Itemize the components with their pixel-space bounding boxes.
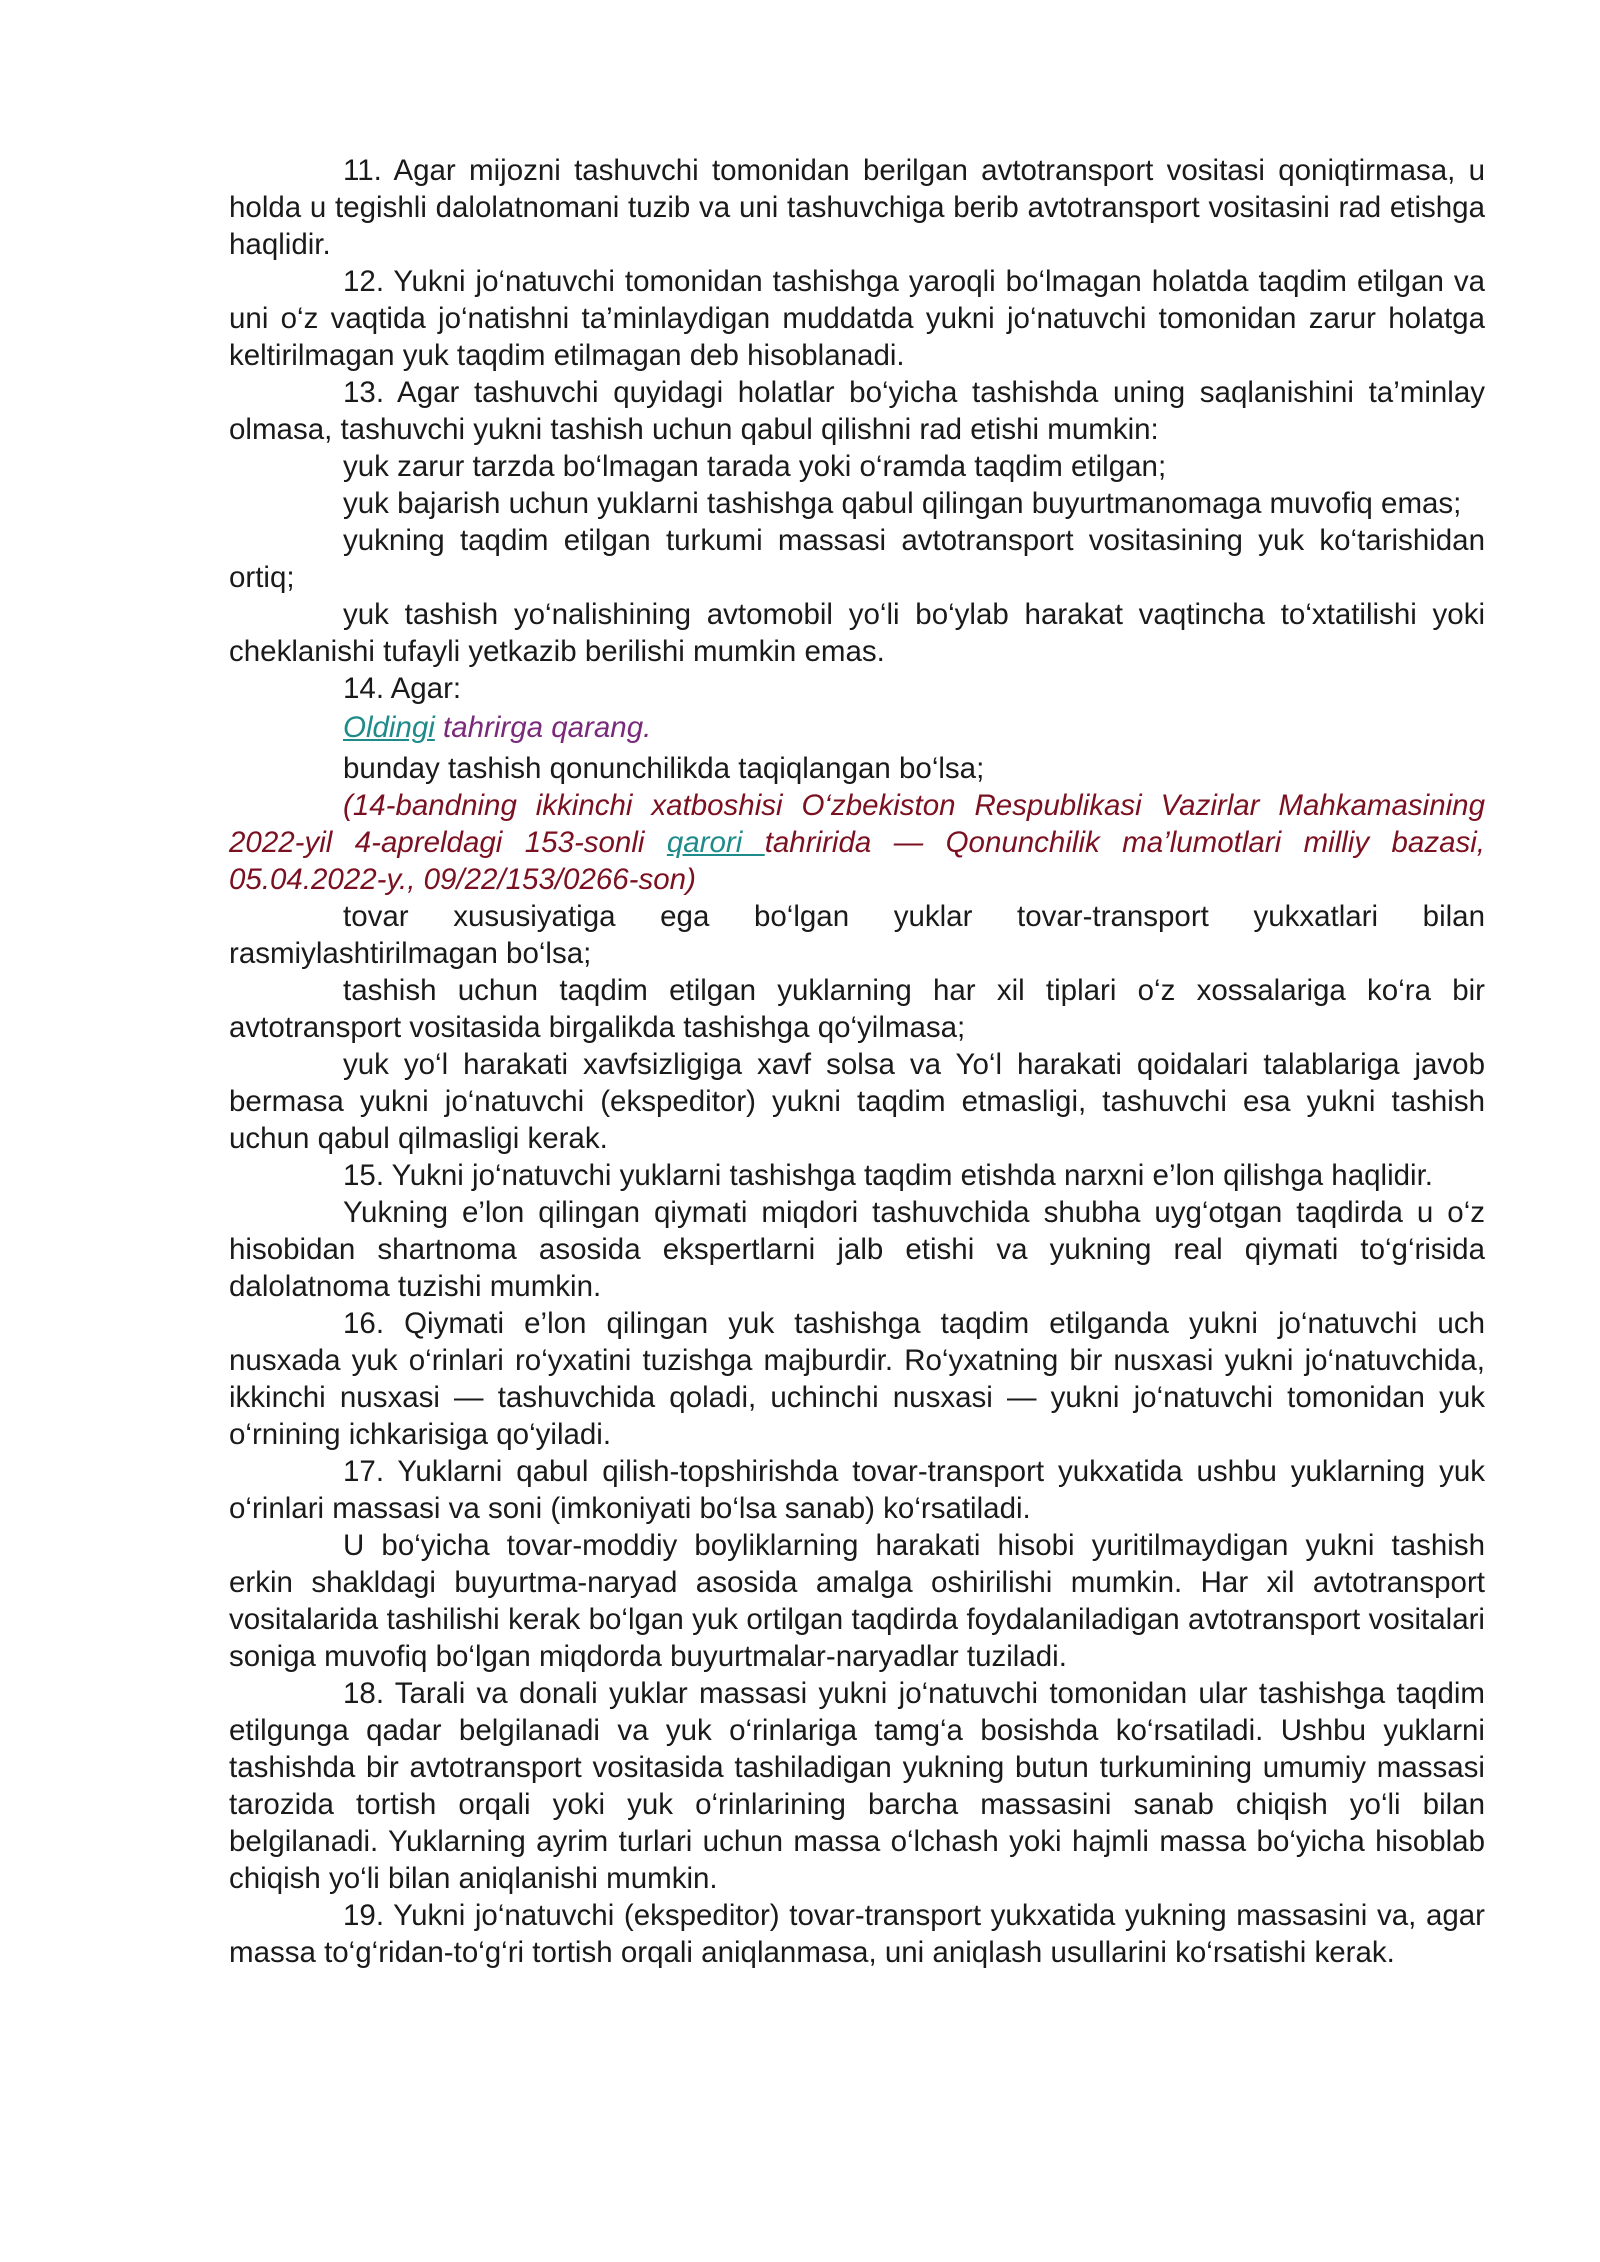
list-item-13a: yuk zarur tarzda bo‘lmagan tarada yoki o‘ramda taqdim etilgan; [343,450,1167,483]
paragraph-18: 18. Tarali va donali yuklar massasi yukni jo‘natuvchi tomonidan ular tashishga taqdim etilgunga qadar belgilanadi va yuk o‘rinlariga tamg‘a bosishda ko‘rsatiladi. Ushbu yuklarni tashishda bir avtotransport vositasida tashiladigan yukning butun turkumining umumiy massasi tarozida tortish orqali yoki yuk o‘rinlarining barcha massasini sanab chiqish yo‘li bilan belgilanadi. Yuklarning ayrim turlari uchun massa o‘lchash yoki hajmli massa bo‘yicha hisoblab chiqish yo‘li bilan aniqlanishi mumkin. [229,1677,1485,1895]
amendment-note-text-post: tahririda — Qonunchilik ma’lumotlari milliy bazasi, 05.04.2022-y., 09/22/153/0266-son) [229,826,1485,896]
list-item-14d: yuk yo‘l harakati xavfsizligiga xavf solsa va Yo‘l harakati qoidalari talablariga javob bermasa yukni jo‘natuvchi (ekspeditor) yukni taqdim etmasligi, tashuvchi esa yukni tashish uchun qabul qilmasligi kerak. [229,1048,1485,1155]
amendment-note-text-pre: (14-bandning ikkinchi xatboshisi O‘zbekiston Respublikasi Vazirlar Mahkamasining 2022-yil 4-apreldagi 153-sonli [229,789,1485,859]
paragraph-11: 11. Agar mijozni tashuvchi tomonidan berilgan avtotransport vositasi qoniqtirmasa, u holda u tegishli dalolatnomani tuzib va uni tashuvchiga berib avtotransport vositasini rad etishga haqlidir. [229,154,1485,261]
document-page [229,152,1485,1971]
paragraph-19: 19. Yukni jo‘natuvchi (ekspeditor) tovar-transport yukxatida yukning massasini va, agar massa to‘g‘ridan-to‘g‘ri tortish orqali aniqlanmasa, uni aniqlash usullarini ko‘rsatishi kerak. [229,1899,1485,1969]
previous-edition-text: tahrirga qarang. [434,711,652,744]
paragraph-14: 14. Agar: [343,672,462,705]
list-item-13c: yukning taqdim etilgan turkumi massasi avtotransport vositasining yuk ko‘tarishidan ortiq; [229,524,1485,594]
list-item-14c: tashish uchun taqdim etilgan yuklarning har xil tiplari o‘z xossalariga ko‘ra bir avtotransport vositasida birgalikda tashishga qo‘yilmasa; [229,974,1485,1044]
list-item-14a: bunday tashish qonunchilikda taqiqlangan bo‘lsa; [343,752,985,785]
paragraph-16: 16. Qiymati e’lon qilingan yuk tashishga taqdim etilganda yukni jo‘natuvchi uch nusxada yuk o‘rinlari ro‘yxatini tuzishga majburdir. Ro‘yxatning bir nusxasi yukni jo‘natuvchida, ikkinchi nusxasi — tashuvchida qoladi, uchinchi nusxasi — yukni jo‘natuvchi tomonidan yuk o‘rnining ichkarisiga qo‘yiladi. [229,1307,1485,1451]
amendment-note [229,787,1485,898]
previous-edition-note [229,709,1485,746]
list-item-13d: yuk tashish yo‘nalishining avtomobil yo‘li bo‘ylab harakat vaqtincha to‘xtatilishi yoki cheklanishi tufayli yetkazib berilishi mumkin emas. [229,598,1485,668]
list-item-13b: yuk bajarish uchun yuklarni tashishga qabul qilingan buyurtmanomaga muvofiq emas; [343,487,1462,520]
paragraph-15a: Yukning e’lon qilingan qiymati miqdori tashuvchida shubha uyg‘otgan taqdirda u o‘z hisobidan shartnoma asosida ekspertlarni jalb etishi va yukning real qiymati to‘g‘risida dalolatnoma tuzishi mumkin. [229,1196,1485,1303]
resolution-link[interactable]: qarori [666,826,765,859]
list-item-14b: tovar xususiyatiga ega bo‘lgan yuklar tovar-transport yukxatlari bilan rasmiylashtirilmagan bo‘lsa; [229,900,1485,970]
paragraph-17: 17. Yuklarni qabul qilish-topshirishda tovar-transport yukxatida ushbu yuklarning yuk o‘rinlari massasi va soni (imkoniyati bo‘lsa sanab) ko‘rsatiladi. [229,1455,1485,1525]
paragraph-15: 15. Yukni jo‘natuvchi yuklarni tashishga taqdim etishda narxni e’lon qilishga haqlidir. [343,1159,1433,1192]
paragraph-17a: U bo‘yicha tovar-moddiy boyliklarning harakati hisobi yuritilmaydigan yukni tashish erkin shakldagi buyurtma-naryad asosida amalga oshirilishi mumkin. Har xil avtotransport vositalarida tashilishi kerak bo‘lgan yuk ortilgan taqdirda foydalaniladigan avtotransport vositalari soniga muvofiq bo‘lgan miqdorda buyurtmalar-naryadlar tuziladi. [229,1529,1485,1673]
paragraph-12: 12. Yukni jo‘natuvchi tomonidan tashishga yaroqli bo‘lmagan holatda taqdim etilgan va uni o‘z vaqtida jo‘natishni ta’minlaydigan muddatda yukni jo‘natuvchi tomonidan zarur holatga keltirilmagan yuk taqdim etilmagan deb hisoblanadi. [229,265,1485,372]
previous-edition-link[interactable]: Oldingi [343,711,435,744]
paragraph-13: 13. Agar tashuvchi quyidagi holatlar bo‘yicha tashishda uning saqlanishini ta’minlay olmasa, tashuvchi yukni tashish uchun qabul qilishni rad etishi mumkin: [229,376,1485,446]
